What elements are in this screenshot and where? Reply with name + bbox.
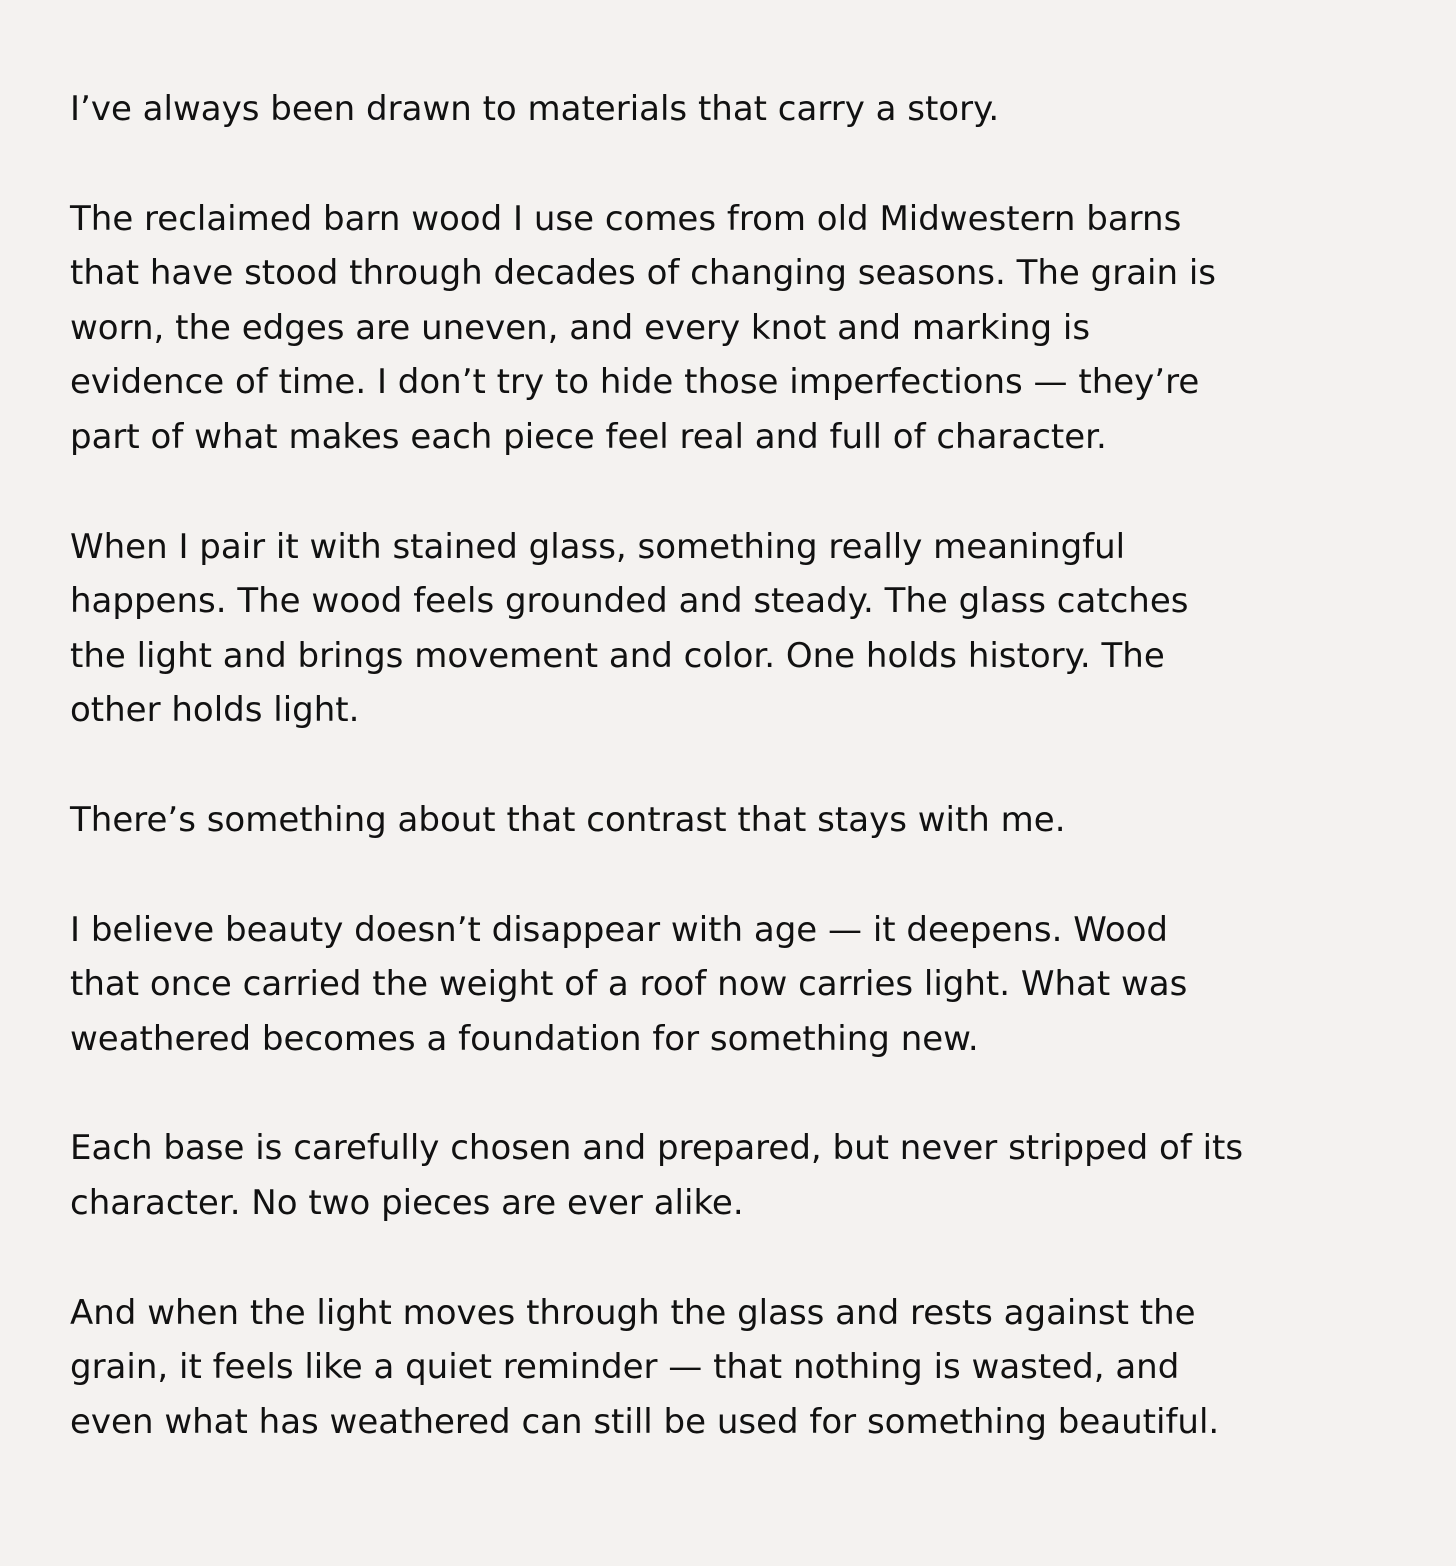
paragraph-line: even what has weathered can still be used for something beautiful. (70, 1401, 1220, 1442)
paragraph-line: When I pair it with stained glass, something really meaningful (70, 526, 1126, 567)
paragraph-7 (70, 1286, 1400, 1450)
paragraph-1 (70, 82, 1400, 137)
paragraph-line: other holds light. (70, 690, 360, 731)
paragraph-line: worn, the edges are uneven, and every knot and marking is (70, 307, 1091, 348)
paragraph-line: grain, it feels like a quiet reminder — that nothing is wasted, and (70, 1347, 1180, 1388)
paragraph-line: There’s something about that contrast that stays with me. (70, 799, 1066, 840)
paragraph-line: The reclaimed barn wood I use comes from old Midwestern barns (70, 198, 1182, 239)
paragraph-line: Each base is carefully chosen and prepared, but never stripped of its (70, 1128, 1244, 1169)
paragraph-6 (70, 1121, 1400, 1230)
paragraph-2 (70, 192, 1400, 465)
paragraph-line: part of what makes each piece feel real and full of character. (70, 416, 1107, 457)
paragraph-3 (70, 520, 1400, 738)
paragraph-4 (70, 793, 1400, 848)
paragraph-line: character. No two pieces are ever alike. (70, 1182, 744, 1223)
article-body (70, 82, 1400, 1504)
paragraph-line: And when the light moves through the glass and rests against the (70, 1292, 1196, 1333)
paragraph-line: happens. The wood feels grounded and steady. The glass catches (70, 581, 1189, 622)
paragraph-line: I believe beauty doesn’t disappear with age — it deepens. Wood (70, 909, 1169, 950)
paragraph-5 (70, 903, 1400, 1067)
paragraph-line: weathered becomes a foundation for something new. (70, 1018, 979, 1059)
paragraph-line: evidence of time. I don’t try to hide those imperfections — they’re (70, 362, 1200, 403)
paragraph-line: I’ve always been drawn to materials that carry a story. (70, 89, 1000, 129)
paragraph-line: that once carried the weight of a roof now carries light. What was (70, 964, 1188, 1005)
paragraph-line: that have stood through decades of changing seasons. The grain is (70, 253, 1217, 294)
paragraph-line: the light and brings movement and color. One holds history. The (70, 635, 1165, 676)
